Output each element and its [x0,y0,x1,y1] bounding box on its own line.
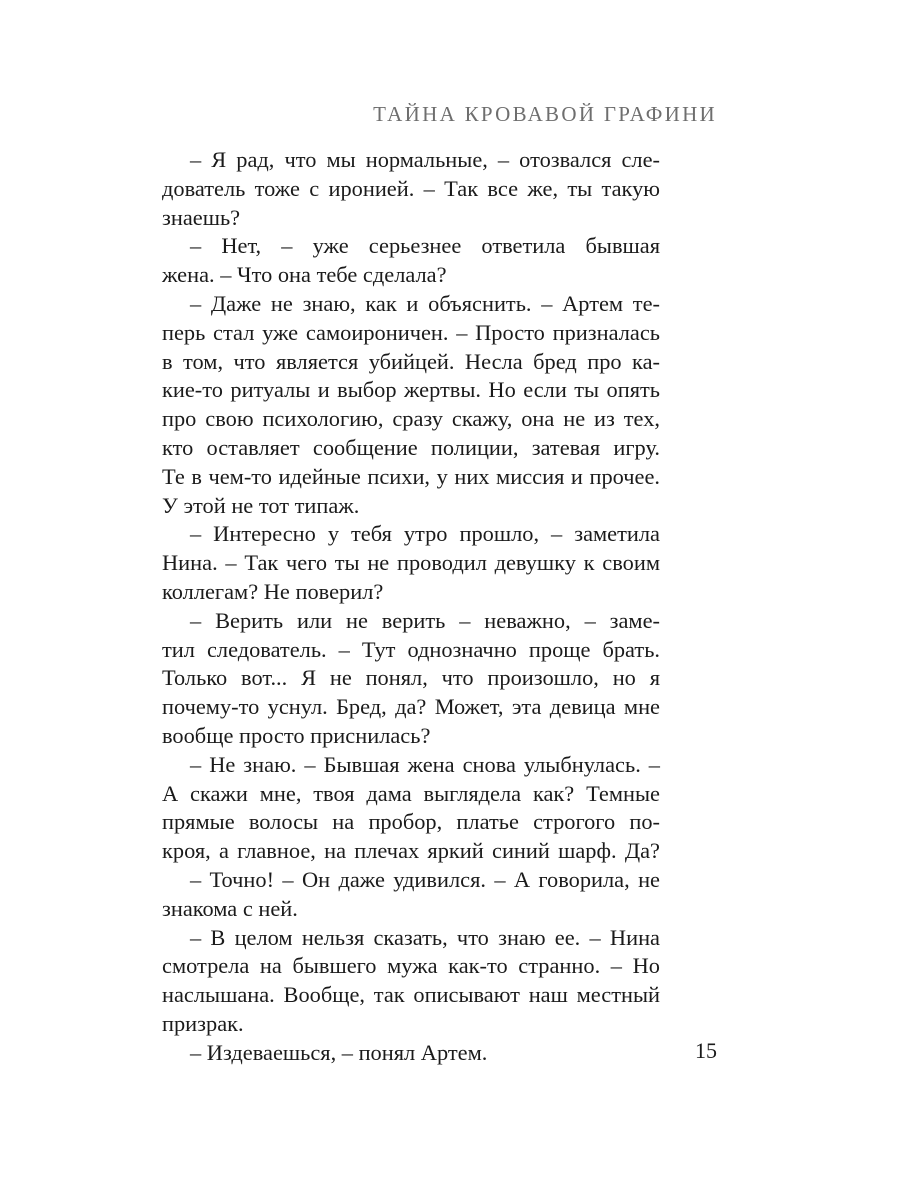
text-line: про свою психологию, сразу скажу, она не из тех, [162,406,660,432]
text-line: А скажи мне, твоя дама выглядела как? Темные [162,780,660,806]
text-line: – Даже не знаю, как и объяснить. – Артем те- [190,290,660,316]
text-line: перь стал уже самоироничен. – Просто призналась [162,319,660,345]
text-line: прямые волосы на пробор, платье строгого по- [162,809,660,835]
text-line: дователь тоже с иронией. – Так все же, ты такую [162,175,660,201]
text-line: – Нет, – уже серьезнее ответила бывшая [190,233,660,259]
text-line: жена. – Что она тебе сделала? [162,262,447,288]
text-line: – Точно! – Он даже удивился. – А говорила, не [190,866,660,892]
text-line: Те в чем-то идейные психи, у них миссия и прочее. [162,463,660,489]
text-line: знакома с ней. [162,895,298,921]
text-line: Только вот... Я не понял, что произошло, но я [162,665,660,691]
running-header: ТАЙНА КРОВАВОЙ ГРАФИНИ [373,102,717,126]
text-line: кие-то ритуалы и выбор жертвы. Но если ты опять [162,377,660,403]
page-number: 15 [695,1038,717,1063]
body-text [162,146,660,1068]
text-line: знаешь? [162,204,241,230]
text-line: кто оставляет сообщение полиции, затевая игру. [162,434,660,460]
text-line: кроя, а главное, на плечах яркий синий шарф. Да? [162,838,660,864]
text-line: наслышана. Вообще, так описывают наш местный [162,982,660,1008]
text-line: – Я рад, что мы нормальные, – отозвался сле- [190,147,660,172]
text-line: – В целом нельзя сказать, что знаю ее. – Нина [190,924,660,950]
text-line: – Не знаю. – Бывшая жена снова улыбнулась. – [190,751,660,777]
text-line: вообще просто приснилась? [162,722,431,748]
text-line: смотрела на бывшего мужа как-то странно. – Но [162,953,660,979]
text-line: У этой не тот типаж. [162,492,360,518]
text-line: в том, что является убийцей. Несла бред про ка- [162,348,660,374]
text-line: коллегам? Не поверил? [162,578,384,604]
text-line: – Верить или не верить – неважно, – заме- [190,607,660,633]
text-line: – Интересно у тебя утро прошло, – заметила [190,521,660,547]
text-line: почему-то уснул. Бред, да? Может, эта девица мне [162,694,660,720]
text-line: призрак. [162,1010,244,1036]
text-line: – Издеваешься, – понял Артем. [190,1039,488,1065]
text-line: Нина. – Так чего ты не проводил девушку к своим [162,550,660,576]
text-line: тил следователь. – Тут однозначно проще брать. [162,636,660,662]
